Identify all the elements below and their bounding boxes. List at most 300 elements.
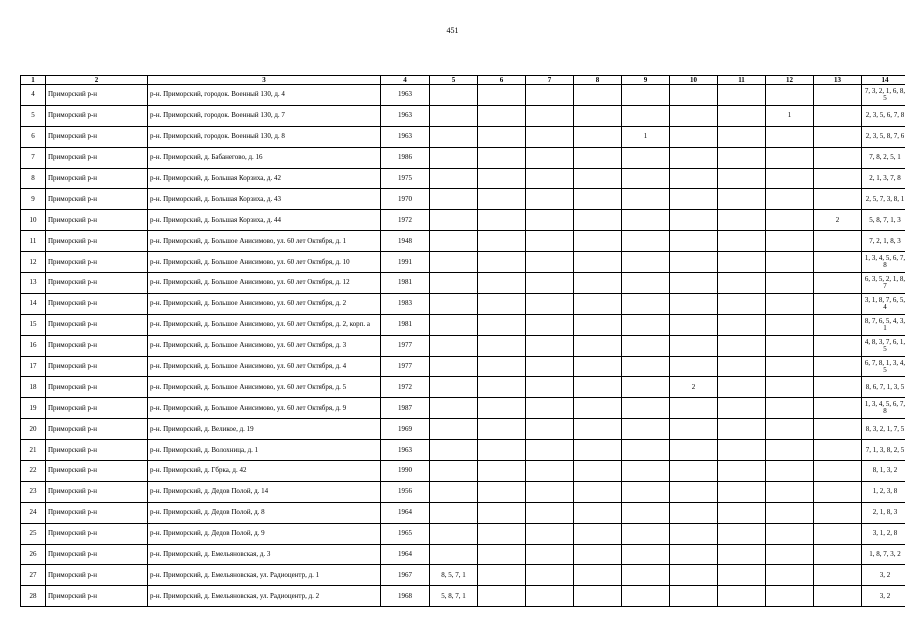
value-cell-col-7 bbox=[526, 356, 574, 377]
value-cell-col-14: 7, 3, 2, 1, 6, 8, 5 bbox=[862, 85, 905, 106]
address-cell: р-н. Приморский, д. Волохница, д. 1 bbox=[148, 440, 381, 461]
column-header-2: 2 bbox=[46, 76, 148, 85]
value-cell-col-13 bbox=[814, 586, 862, 607]
value-cell-col-12 bbox=[766, 419, 814, 440]
table-row bbox=[21, 356, 905, 377]
table-row bbox=[21, 168, 905, 189]
value-cell-col-6 bbox=[478, 252, 526, 273]
value-cell-col-14: 4, 8, 3, 7, 6, 1, 5 bbox=[862, 335, 905, 356]
value-cell-col-11 bbox=[718, 168, 766, 189]
value-cell-col-14: 8, 3, 2, 1, 7, 5 bbox=[862, 419, 905, 440]
value-cell-col-9 bbox=[622, 335, 670, 356]
value-cell-col-6 bbox=[478, 565, 526, 586]
value-cell-col-8 bbox=[574, 252, 622, 273]
row-number-cell: 26 bbox=[21, 544, 46, 565]
value-cell-col-8 bbox=[574, 461, 622, 482]
value-cell-col-8 bbox=[574, 502, 622, 523]
value-cell-col-14: 6, 7, 8, 1, 3, 4, 5 bbox=[862, 356, 905, 377]
header-row bbox=[21, 76, 905, 85]
column-header-12: 12 bbox=[766, 76, 814, 85]
column-header-14: 14 bbox=[862, 76, 905, 85]
value-cell-col-13 bbox=[814, 252, 862, 273]
value-cell-col-14: 3, 1, 2, 8 bbox=[862, 523, 905, 544]
value-cell-col-12 bbox=[766, 189, 814, 210]
value-cell-col-12 bbox=[766, 335, 814, 356]
value-cell-col-12 bbox=[766, 314, 814, 335]
value-cell-col-8 bbox=[574, 231, 622, 252]
value-cell-col-13 bbox=[814, 377, 862, 398]
year-cell: 1956 bbox=[381, 481, 430, 502]
value-cell-col-14: 3, 2 bbox=[862, 586, 905, 607]
value-cell-col-8 bbox=[574, 565, 622, 586]
year-cell: 1991 bbox=[381, 252, 430, 273]
row-number-cell: 24 bbox=[21, 502, 46, 523]
row-number-cell: 20 bbox=[21, 419, 46, 440]
row-number-cell: 28 bbox=[21, 586, 46, 607]
year-cell: 1963 bbox=[381, 440, 430, 461]
value-cell-col-9 bbox=[622, 189, 670, 210]
year-cell: 1963 bbox=[381, 126, 430, 147]
year-cell: 1963 bbox=[381, 105, 430, 126]
district-cell: Приморский р-н bbox=[46, 168, 148, 189]
value-cell-col-9 bbox=[622, 231, 670, 252]
row-number-cell: 5 bbox=[21, 105, 46, 126]
value-cell-col-12 bbox=[766, 440, 814, 461]
year-cell: 1986 bbox=[381, 147, 430, 168]
table-row bbox=[21, 419, 905, 440]
value-cell-col-8 bbox=[574, 544, 622, 565]
value-cell-col-7 bbox=[526, 586, 574, 607]
value-cell-col-6 bbox=[478, 314, 526, 335]
value-cell-col-11 bbox=[718, 356, 766, 377]
value-cell-col-12 bbox=[766, 273, 814, 294]
value-cell-col-5 bbox=[430, 210, 478, 231]
table-body bbox=[21, 85, 905, 607]
value-cell-col-6 bbox=[478, 544, 526, 565]
table-row bbox=[21, 335, 905, 356]
year-cell: 1972 bbox=[381, 210, 430, 231]
year-cell: 1975 bbox=[381, 168, 430, 189]
year-cell: 1968 bbox=[381, 586, 430, 607]
value-cell-col-9 bbox=[622, 586, 670, 607]
value-cell-col-13 bbox=[814, 419, 862, 440]
district-cell: Приморский р-н bbox=[46, 210, 148, 231]
page-number: 451 bbox=[446, 26, 459, 35]
table-row bbox=[21, 85, 905, 106]
value-cell-col-10 bbox=[670, 440, 718, 461]
column-header-3: 3 bbox=[148, 76, 381, 85]
address-cell: р-н. Приморский, д. Большое Анисимово, ул. 60 лет Октября, д. 12 bbox=[148, 273, 381, 294]
value-cell-col-7 bbox=[526, 565, 574, 586]
value-cell-col-9 bbox=[622, 314, 670, 335]
value-cell-col-10 bbox=[670, 147, 718, 168]
value-cell-col-12: 1 bbox=[766, 105, 814, 126]
row-number-cell: 6 bbox=[21, 126, 46, 147]
year-cell: 1983 bbox=[381, 293, 430, 314]
district-cell: Приморский р-н bbox=[46, 440, 148, 461]
value-cell-col-5 bbox=[430, 461, 478, 482]
row-number-cell: 9 bbox=[21, 189, 46, 210]
value-cell-col-12 bbox=[766, 85, 814, 106]
value-cell-col-13 bbox=[814, 523, 862, 544]
district-cell: Приморский р-н bbox=[46, 273, 148, 294]
value-cell-col-6 bbox=[478, 398, 526, 419]
value-cell-col-5 bbox=[430, 85, 478, 106]
district-cell: Приморский р-н bbox=[46, 293, 148, 314]
value-cell-col-14: 2, 1, 3, 7, 8 bbox=[862, 168, 905, 189]
table-row bbox=[21, 231, 905, 252]
value-cell-col-9 bbox=[622, 523, 670, 544]
address-cell: р-н. Приморский, д. Большая Корзиха, д. 44 bbox=[148, 210, 381, 231]
value-cell-col-11 bbox=[718, 565, 766, 586]
column-header-9: 9 bbox=[622, 76, 670, 85]
value-cell-col-5 bbox=[430, 105, 478, 126]
value-cell-col-7 bbox=[526, 440, 574, 461]
address-cell: р-н. Приморский, д. Гбрка, д. 42 bbox=[148, 461, 381, 482]
value-cell-col-5 bbox=[430, 293, 478, 314]
value-cell-col-9 bbox=[622, 293, 670, 314]
address-cell: р-н. Приморский, д. Большое Анисимово, ул. 60 лет Октября, д. 10 bbox=[148, 252, 381, 273]
value-cell-col-13 bbox=[814, 398, 862, 419]
value-cell-col-13 bbox=[814, 189, 862, 210]
district-cell: Приморский р-н bbox=[46, 502, 148, 523]
address-cell: р-н. Приморский, д. Большое Анисимово, ул. 60 лет Октября, д. 2, корп. а bbox=[148, 314, 381, 335]
value-cell-col-5 bbox=[430, 273, 478, 294]
value-cell-col-13 bbox=[814, 293, 862, 314]
value-cell-col-8 bbox=[574, 273, 622, 294]
value-cell-col-10 bbox=[670, 502, 718, 523]
value-cell-col-10: 2 bbox=[670, 377, 718, 398]
value-cell-col-8 bbox=[574, 189, 622, 210]
row-number-cell: 14 bbox=[21, 293, 46, 314]
address-cell: р-н. Приморский, д. Дедов Полой, д. 8 bbox=[148, 502, 381, 523]
value-cell-col-11 bbox=[718, 544, 766, 565]
value-cell-col-7 bbox=[526, 231, 574, 252]
district-cell: Приморский р-н bbox=[46, 523, 148, 544]
district-cell: Приморский р-н bbox=[46, 565, 148, 586]
value-cell-col-14: 8, 7, 6, 5, 4, 3, 1 bbox=[862, 314, 905, 335]
value-cell-col-14: 6, 3, 5, 2, 1, 8, 7 bbox=[862, 273, 905, 294]
table-row bbox=[21, 461, 905, 482]
district-cell: Приморский р-н bbox=[46, 147, 148, 168]
value-cell-col-7 bbox=[526, 544, 574, 565]
value-cell-col-11 bbox=[718, 502, 766, 523]
row-number-cell: 27 bbox=[21, 565, 46, 586]
year-cell: 1970 bbox=[381, 189, 430, 210]
table-row bbox=[21, 126, 905, 147]
value-cell-col-7 bbox=[526, 481, 574, 502]
year-cell: 1969 bbox=[381, 419, 430, 440]
value-cell-col-7 bbox=[526, 398, 574, 419]
year-cell: 1948 bbox=[381, 231, 430, 252]
value-cell-col-9 bbox=[622, 502, 670, 523]
row-number-cell: 25 bbox=[21, 523, 46, 544]
value-cell-col-8 bbox=[574, 481, 622, 502]
value-cell-col-5 bbox=[430, 189, 478, 210]
value-cell-col-11 bbox=[718, 523, 766, 544]
value-cell-col-13 bbox=[814, 461, 862, 482]
value-cell-col-14: 1, 8, 7, 3, 2 bbox=[862, 544, 905, 565]
value-cell-col-5 bbox=[430, 168, 478, 189]
value-cell-col-6 bbox=[478, 377, 526, 398]
address-cell: р-н. Приморский, городок. Военный 130, д. 7 bbox=[148, 105, 381, 126]
value-cell-col-9 bbox=[622, 544, 670, 565]
year-cell: 1972 bbox=[381, 377, 430, 398]
value-cell-col-13 bbox=[814, 168, 862, 189]
value-cell-col-14: 3, 1, 8, 7, 6, 5, 4 bbox=[862, 293, 905, 314]
value-cell-col-13 bbox=[814, 147, 862, 168]
value-cell-col-7 bbox=[526, 273, 574, 294]
value-cell-col-12 bbox=[766, 523, 814, 544]
value-cell-col-12 bbox=[766, 252, 814, 273]
address-cell: р-н. Приморский, д. Емельяновская, ул. Радиоцентр, д. 2 bbox=[148, 586, 381, 607]
value-cell-col-8 bbox=[574, 440, 622, 461]
value-cell-col-14: 7, 2, 1, 8, 3 bbox=[862, 231, 905, 252]
value-cell-col-7 bbox=[526, 210, 574, 231]
value-cell-col-10 bbox=[670, 126, 718, 147]
value-cell-col-12 bbox=[766, 377, 814, 398]
value-cell-col-9 bbox=[622, 419, 670, 440]
value-cell-col-10 bbox=[670, 523, 718, 544]
value-cell-col-11 bbox=[718, 273, 766, 294]
value-cell-col-14: 7, 8, 2, 5, 1 bbox=[862, 147, 905, 168]
value-cell-col-11 bbox=[718, 231, 766, 252]
table-row bbox=[21, 105, 905, 126]
value-cell-col-11 bbox=[718, 419, 766, 440]
year-cell: 1967 bbox=[381, 565, 430, 586]
value-cell-col-7 bbox=[526, 85, 574, 106]
value-cell-col-11 bbox=[718, 586, 766, 607]
value-cell-col-11 bbox=[718, 105, 766, 126]
value-cell-col-5 bbox=[430, 335, 478, 356]
value-cell-col-9 bbox=[622, 356, 670, 377]
address-cell: р-н. Приморский, д. Бабанегово, д. 16 bbox=[148, 147, 381, 168]
value-cell-col-14: 2, 3, 5, 8, 7, 6 bbox=[862, 126, 905, 147]
table-row bbox=[21, 147, 905, 168]
value-cell-col-13 bbox=[814, 544, 862, 565]
value-cell-col-5: 5, 8, 7, 1 bbox=[430, 586, 478, 607]
value-cell-col-5 bbox=[430, 398, 478, 419]
value-cell-col-13 bbox=[814, 335, 862, 356]
table-row bbox=[21, 189, 905, 210]
value-cell-col-8 bbox=[574, 85, 622, 106]
value-cell-col-10 bbox=[670, 231, 718, 252]
value-cell-col-10 bbox=[670, 356, 718, 377]
address-cell: р-н. Приморский, д. Большое Анисимово, ул. 60 лет Октября, д. 3 bbox=[148, 335, 381, 356]
value-cell-col-13 bbox=[814, 105, 862, 126]
value-cell-col-6 bbox=[478, 126, 526, 147]
address-cell: р-н. Приморский, д. Большая Корзиха, д. 42 bbox=[148, 168, 381, 189]
value-cell-col-9 bbox=[622, 273, 670, 294]
value-cell-col-6 bbox=[478, 419, 526, 440]
row-number-cell: 23 bbox=[21, 481, 46, 502]
value-cell-col-5 bbox=[430, 544, 478, 565]
value-cell-col-8 bbox=[574, 210, 622, 231]
district-cell: Приморский р-н bbox=[46, 356, 148, 377]
row-number-cell: 13 bbox=[21, 273, 46, 294]
value-cell-col-13 bbox=[814, 231, 862, 252]
table-row bbox=[21, 377, 905, 398]
district-cell: Приморский р-н bbox=[46, 481, 148, 502]
address-cell: р-н. Приморский, д. Дедов Полой, д. 9 bbox=[148, 523, 381, 544]
value-cell-col-11 bbox=[718, 210, 766, 231]
row-number-cell: 22 bbox=[21, 461, 46, 482]
value-cell-col-6 bbox=[478, 168, 526, 189]
year-cell: 1987 bbox=[381, 398, 430, 419]
year-cell: 1977 bbox=[381, 335, 430, 356]
row-number-cell: 17 bbox=[21, 356, 46, 377]
district-cell: Приморский р-н bbox=[46, 231, 148, 252]
district-cell: Приморский р-н bbox=[46, 419, 148, 440]
table-row bbox=[21, 481, 905, 502]
value-cell-col-8 bbox=[574, 377, 622, 398]
table-row bbox=[21, 502, 905, 523]
value-cell-col-11 bbox=[718, 189, 766, 210]
address-cell: р-н. Приморский, д. Дедов Полой, д. 14 bbox=[148, 481, 381, 502]
row-number-cell: 19 bbox=[21, 398, 46, 419]
value-cell-col-13 bbox=[814, 126, 862, 147]
value-cell-col-5 bbox=[430, 440, 478, 461]
value-cell-col-6 bbox=[478, 502, 526, 523]
value-cell-col-10 bbox=[670, 189, 718, 210]
value-cell-col-14: 7, 1, 3, 8, 2, 5 bbox=[862, 440, 905, 461]
value-cell-col-10 bbox=[670, 293, 718, 314]
address-cell: р-н. Приморский, д. Большое Анисимово, ул. 60 лет Октября, д. 2 bbox=[148, 293, 381, 314]
value-cell-col-8 bbox=[574, 356, 622, 377]
value-cell-col-10 bbox=[670, 105, 718, 126]
value-cell-col-5 bbox=[430, 356, 478, 377]
value-cell-col-9 bbox=[622, 85, 670, 106]
value-cell-col-5: 8, 5, 7, 1 bbox=[430, 565, 478, 586]
address-cell: р-н. Приморский, городок. Военный 130, д. 8 bbox=[148, 126, 381, 147]
value-cell-col-12 bbox=[766, 398, 814, 419]
address-cell: р-н. Приморский, д. Большая Корзиха, д. 43 bbox=[148, 189, 381, 210]
row-number-cell: 4 bbox=[21, 85, 46, 106]
value-cell-col-11 bbox=[718, 481, 766, 502]
value-cell-col-10 bbox=[670, 419, 718, 440]
column-header-6: 6 bbox=[478, 76, 526, 85]
value-cell-col-9 bbox=[622, 210, 670, 231]
value-cell-col-11 bbox=[718, 314, 766, 335]
value-cell-col-6 bbox=[478, 147, 526, 168]
value-cell-col-7 bbox=[526, 168, 574, 189]
table-row bbox=[21, 293, 905, 314]
value-cell-col-11 bbox=[718, 461, 766, 482]
value-cell-col-14: 2, 3, 5, 6, 7, 8 bbox=[862, 105, 905, 126]
value-cell-col-10 bbox=[670, 398, 718, 419]
value-cell-col-9 bbox=[622, 147, 670, 168]
value-cell-col-8 bbox=[574, 586, 622, 607]
column-header-10: 10 bbox=[670, 76, 718, 85]
value-cell-col-10 bbox=[670, 586, 718, 607]
district-cell: Приморский р-н bbox=[46, 377, 148, 398]
column-header-7: 7 bbox=[526, 76, 574, 85]
value-cell-col-12 bbox=[766, 210, 814, 231]
value-cell-col-14: 1, 2, 3, 8 bbox=[862, 481, 905, 502]
value-cell-col-8 bbox=[574, 126, 622, 147]
table-row bbox=[21, 210, 905, 231]
value-cell-col-9 bbox=[622, 565, 670, 586]
value-cell-col-12 bbox=[766, 502, 814, 523]
value-cell-col-10 bbox=[670, 168, 718, 189]
value-cell-col-11 bbox=[718, 440, 766, 461]
value-cell-col-10 bbox=[670, 273, 718, 294]
value-cell-col-13: 2 bbox=[814, 210, 862, 231]
row-number-cell: 15 bbox=[21, 314, 46, 335]
value-cell-col-8 bbox=[574, 398, 622, 419]
value-cell-col-7 bbox=[526, 461, 574, 482]
value-cell-col-10 bbox=[670, 314, 718, 335]
value-cell-col-6 bbox=[478, 210, 526, 231]
value-cell-col-6 bbox=[478, 293, 526, 314]
address-cell: р-н. Приморский, городок. Военный 130, д. 4 bbox=[148, 85, 381, 106]
value-cell-col-5 bbox=[430, 419, 478, 440]
value-cell-col-14: 2, 5, 7, 3, 8, 1 bbox=[862, 189, 905, 210]
value-cell-col-8 bbox=[574, 419, 622, 440]
district-cell: Приморский р-н bbox=[46, 335, 148, 356]
value-cell-col-12 bbox=[766, 586, 814, 607]
value-cell-col-10 bbox=[670, 210, 718, 231]
district-cell: Приморский р-н bbox=[46, 105, 148, 126]
value-cell-col-12 bbox=[766, 168, 814, 189]
value-cell-col-13 bbox=[814, 273, 862, 294]
value-cell-col-7 bbox=[526, 293, 574, 314]
value-cell-col-5 bbox=[430, 377, 478, 398]
value-cell-col-6 bbox=[478, 481, 526, 502]
district-cell: Приморский р-н bbox=[46, 398, 148, 419]
table-row bbox=[21, 314, 905, 335]
row-number-cell: 8 bbox=[21, 168, 46, 189]
value-cell-col-10 bbox=[670, 252, 718, 273]
value-cell-col-10 bbox=[670, 481, 718, 502]
value-cell-col-7 bbox=[526, 126, 574, 147]
value-cell-col-6 bbox=[478, 586, 526, 607]
value-cell-col-6 bbox=[478, 356, 526, 377]
value-cell-col-8 bbox=[574, 293, 622, 314]
value-cell-col-5 bbox=[430, 314, 478, 335]
value-cell-col-14: 8, 6, 7, 1, 3, 5 bbox=[862, 377, 905, 398]
value-cell-col-12 bbox=[766, 565, 814, 586]
value-cell-col-7 bbox=[526, 502, 574, 523]
value-cell-col-6 bbox=[478, 523, 526, 544]
row-number-cell: 18 bbox=[21, 377, 46, 398]
value-cell-col-6 bbox=[478, 105, 526, 126]
address-cell: р-н. Приморский, д. Большое Анисимово, ул. 60 лет Октября, д. 5 bbox=[148, 377, 381, 398]
column-header-11: 11 bbox=[718, 76, 766, 85]
year-cell: 1990 bbox=[381, 461, 430, 482]
value-cell-col-14: 1, 3, 4, 5, 6, 7, 8 bbox=[862, 252, 905, 273]
district-cell: Приморский р-н bbox=[46, 85, 148, 106]
value-cell-col-7 bbox=[526, 377, 574, 398]
value-cell-col-8 bbox=[574, 335, 622, 356]
value-cell-col-9 bbox=[622, 252, 670, 273]
value-cell-col-6 bbox=[478, 440, 526, 461]
value-cell-col-9 bbox=[622, 481, 670, 502]
value-cell-col-10 bbox=[670, 85, 718, 106]
year-cell: 1977 bbox=[381, 356, 430, 377]
value-cell-col-5 bbox=[430, 252, 478, 273]
value-cell-col-8 bbox=[574, 105, 622, 126]
column-header-4: 4 bbox=[381, 76, 430, 85]
value-cell-col-6 bbox=[478, 231, 526, 252]
row-number-cell: 10 bbox=[21, 210, 46, 231]
year-cell: 1963 bbox=[381, 85, 430, 106]
value-cell-col-14: 1, 3, 4, 5, 6, 7, 8 bbox=[862, 398, 905, 419]
district-cell: Приморский р-н bbox=[46, 314, 148, 335]
column-header-1: 1 bbox=[21, 76, 46, 85]
value-cell-col-11 bbox=[718, 293, 766, 314]
table-row bbox=[21, 440, 905, 461]
